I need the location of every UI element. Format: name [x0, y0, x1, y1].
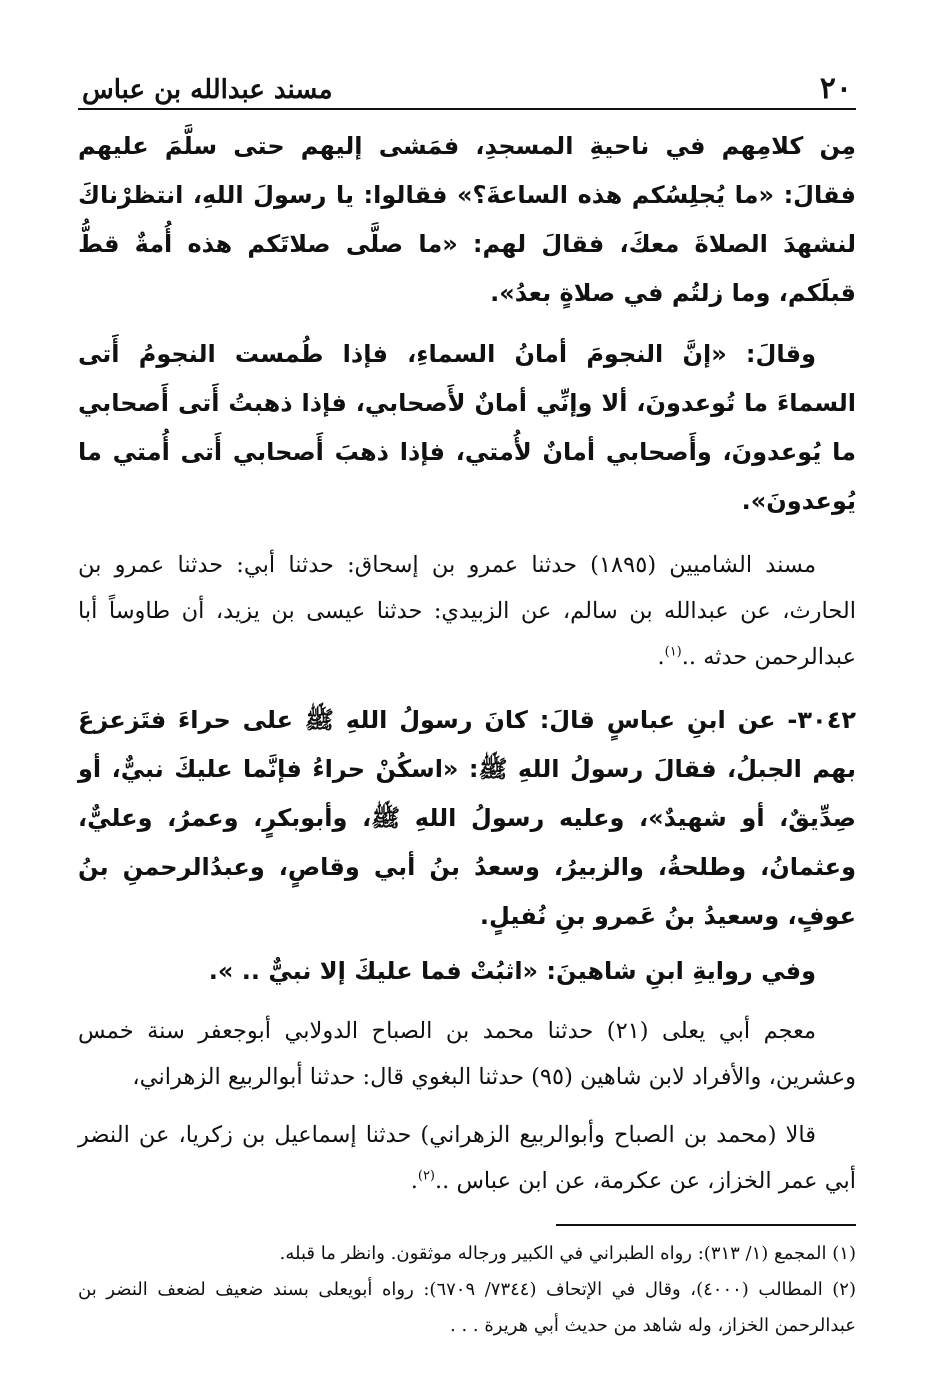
book-title: مسند عبدالله بن عباس — [82, 75, 333, 105]
page-number: ٢٠ — [819, 71, 852, 106]
hadith-text-stars: وقالَ: «إنَّ النجومَ أمانُ السماءِ، فإذا طُمست النجومُ أَتى السماءَ ما تُوعدونَ، ألا وإنِّي أمانٌ لأَصحابي، فإذا ذهبتُ أَتى أَصحابي ما يُوعدونَ، وأَصحابي أمانٌ لأُمتي، فإذا ذهبَ أَصحابي أَتى أُمتي ما يُوعدونَ». — [78, 340, 856, 515]
isnad-paragraph-2: معجم أبي يعلى (٢١) حدثنا محمد بن الصباح الدولابي أبوجعفر سنة خمس وعشرين، والأفراد لابن شاهين (٩٥) حدثنا البغوي قال: حدثنا أبوالربيع الزهراني، — [78, 1018, 856, 1090]
isnad-text-3: قالا (محمد بن الصباح وأبوالربيع الزهراني) حدثنا إسماعيل بن زكريا، عن النضر أبي عمر الخزاز، عن عكرمة، عن ابن عباس .. — [78, 1122, 856, 1194]
footnotes-section — [78, 1224, 856, 1344]
running-header — [78, 70, 856, 110]
footnote-divider — [556, 1224, 856, 1226]
hadith-text-continued: مِن كلامِهم في ناحيةِ المسجدِ، فمَشى إليهم حتى سلَّمَ عليهم فقالَ: «ما يُجلِسُكم هذه الساعةَ؟» فقالوا: يا رسولَ اللهِ، انتظرْناكَ لنشهدَ الصلاةَ معكَ، فقالَ لهم: «ما صلَّى صلاتَكم هذه أُمةٌ قطُّ قبلَكم، وما زلتُم في صلاةٍ بعدُ». — [78, 132, 856, 307]
isnad-text: مسند الشاميين (١٨٩٥) حدثنا عمرو بن إسحاق: حدثنا أبي: حدثنا عمرو بن الحارث، عن عبدالله بن سالم، عن الزبيدي: حدثنا عيسى بن يزيد، أن طاوساً أبا عبدالرحمن حدثه .. — [78, 552, 856, 670]
main-text — [78, 122, 856, 1204]
footnote-1: (١) المجمع (١/ ٣١٣): رواه الطبراني في الكبير ورجاله موثقون. وانظر ما قبله. — [279, 1243, 856, 1264]
hadith-variant-ibn-shahin: وفي روايةِ ابنِ شاهينَ: «اثبُتْ فما عليكَ إلا نبيٌّ .. ». — [208, 957, 816, 985]
hadith-3042: ٣٠٤٢- عن ابنِ عباسٍ قالَ: كانَ رسولُ اللهِ ﷺ على حراءَ فتَزعزعَ بهم الجبلُ، فقالَ رسولُ اللهِ ﷺ: «اسكُنْ حراءُ فإنَّما عليكَ نبيٌّ، أو صِدِّيقٌ، أو شهيدٌ»، وعليه رسولُ اللهِ ﷺ، وأبوبكرٍ، وعمرُ، وعليٌّ، وعثمانُ، وطلحةُ، والزبيرُ، وسعدُ بنُ أبي وقاصٍ، وعبدُالرحمنِ بنُ عوفٍ، وسعيدُ بنُ عَمرو بنِ نُفيلٍ. — [78, 706, 856, 930]
footnote-ref-2: (٢) — [417, 1168, 435, 1184]
footnote-ref-1: (١) — [664, 644, 682, 660]
isnad-paragraph-3: قالا (محمد بن الصباح وأبوالربيع الزهراني) حدثنا إسماعيل بن زكريا، عن النضر أبي عمر الخزاز، عن عكرمة، عن ابن عباس ..$^{(٢)}$. — [78, 1122, 856, 1194]
book-page — [78, 70, 856, 1360]
isnad-paragraph: مسند الشاميين (١٨٩٥) حدثنا عمرو بن إسحاق: حدثنا أبي: حدثنا عمرو بن الحارث، عن عبدالله بن سالم، عن الزبيدي: حدثنا عيسى بن يزيد، أن طاوساً أبا عبدالرحمن حدثه ..$^{(١)}$. — [78, 552, 856, 670]
footnote-2: (٢) المطالب (٤٠٠٠)، وقال في الإتحاف (٧٣٤٤/ ٦٧٠٩): رواه أبويعلى بسند ضعيف لضعف النضر بن عبدالرحمن الخزاز، وله شاهد من حديث أبي هريرة . . . — [78, 1279, 856, 1336]
